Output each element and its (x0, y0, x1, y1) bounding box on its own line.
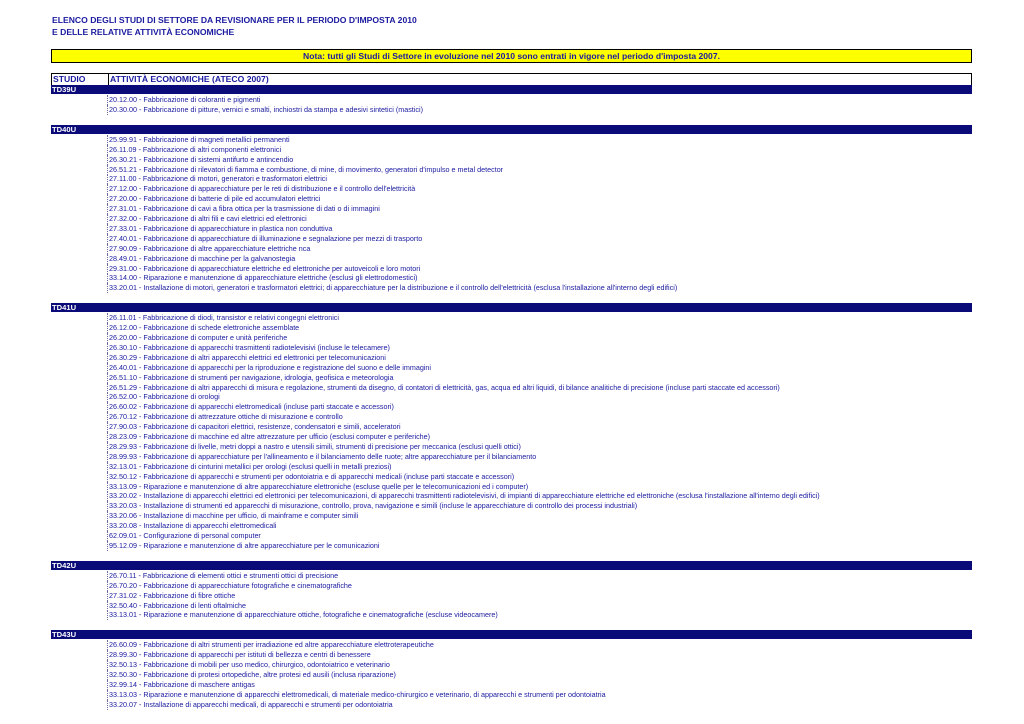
activity-row: 32.50.12 - Fabbricazione di apparecchi e strumenti per odontoiatria e di apparecchi medicali (incluse parti staccate e accessori) (109, 471, 515, 481)
activity-row: 28.49.01 - Fabbricazione di macchine per la galvanostegia (109, 253, 296, 263)
activity-row: 33.20.02 - Installazione di apparecchi elettrici ed elettronici per telecomunicazioni, di apparecchi trasmittenti radiotelevisivi, di impianti di apparecchiature elettriche ed elettroniche (esclusa l'installazione all'interno degli edifici) (109, 491, 820, 501)
activity-row: 27.11.00 - Fabbricazione di motori, generatori e trasformatori elettrici (109, 174, 327, 184)
study-code: TD42U (52, 560, 77, 570)
activity-row: 33.14.00 - Riparazione e manutenzione di apparecchiature elettriche (esclusi gli elettrodomestici) (109, 273, 418, 283)
activity-row: 27.33.01 - Fabbricazione di apparecchiature in plastica non conduttiva (109, 223, 333, 233)
activity-row: 33.20.06 - Installazione di macchine per ufficio, di mainframe e computer simili (109, 511, 359, 521)
activity-row: 32.50.13 - Fabbricazione di mobili per uso medico, chirurgico, odontoiatrico e veterinario (109, 660, 390, 670)
activity-row: 95.12.09 - Riparazione e manutenzione di altre apparecchiature per le comunicazioni (109, 540, 380, 550)
activity-row: 26.12.00 - Fabbricazione di schede elettroniche assemblate (109, 323, 300, 333)
study-code-band (51, 303, 972, 312)
activity-row: 33.20.08 - Installazione di apparecchi elettromedicali (109, 521, 277, 531)
activity-row: 26.11.01 - Fabbricazione di diodi, transistor e relativi congegni elettronici (109, 313, 339, 323)
activity-row: 33.20.07 - Installazione di apparecchi medicali, di apparecchi e strumenti per odontoiatria (109, 699, 393, 709)
activity-row: 26.20.00 - Fabbricazione di computer e unità periferiche (109, 333, 288, 342)
document-title-line2: E DELLE RELATIVE ATTIVITÀ ECONOMICHE (52, 27, 235, 37)
activity-row: 26.30.21 - Fabbricazione di sistemi antifurto e antincendio (109, 154, 294, 164)
activity-row: 33.13.01 - Riparazione e manutenzione di apparecchiature ottiche, fotografiche e cinematografiche (escluse videocamere) (109, 610, 498, 620)
activity-row: 26.30.29 - Fabbricazione di altri apparecchi elettrici ed elettronici per telecomunicazioni (109, 352, 386, 362)
document-title-line1: ELENCO DEGLI STUDI DI SETTORE DA REVISIONARE PER IL PERIODO D'IMPOSTA 2010 (52, 15, 417, 25)
activity-row: 32.50.30 - Fabbricazione di protesi ortopediche, altre protesi ed ausili (inclusa riparazione) (109, 670, 396, 679)
activity-row: 20.30.00 - Fabbricazione di pitture, vernici e smalti, inchiostri da stampa e adesivi sintetici (mastici) (109, 104, 423, 114)
activity-row: 25.99.91 - Fabbricazione di magneti metallici permanenti (109, 134, 290, 144)
study-code-band (51, 125, 972, 134)
study-code-band (51, 561, 972, 570)
activity-row: 26.11.09 - Fabbricazione di altri componenti elettronici (109, 144, 282, 154)
activity-row: 33.13.03 - Riparazione e manutenzione di apparecchi elettromedicali, di materiale medico-chirurgico e veterinario, di apparecchi e strumenti per odontoiatria (109, 689, 606, 699)
activity-row: 26.52.00 - Fabbricazione di orologi (109, 392, 220, 402)
activity-row: 27.20.00 - Fabbricazione di batterie di pile ed accumulatori elettrici (109, 194, 321, 204)
study-code: TD43U (52, 630, 77, 640)
activity-row: 20.12.00 - Fabbricazione di coloranti e pigmenti (109, 95, 261, 104)
note-banner: Nota: tutti gli Studi di Settore in evoluzione nel 2010 sono entrati in vigore nel periodo d'imposta 2007. (51, 49, 972, 63)
study-code: TD39U (52, 85, 77, 94)
study-code-band (51, 630, 972, 639)
activity-row: 26.30.10 - Fabbricazione di apparecchi trasmittenti radiotelevisivi (incluse le telecamere) (109, 342, 390, 352)
activity-row: 26.70.12 - Fabbricazione di attrezzature ottiche di misurazione e controllo (109, 412, 343, 422)
activity-row: 27.31.01 - Fabbricazione di cavi a fibra ottica per la trasmissione di dati o di immagini (109, 204, 380, 214)
activity-row: 26.51.10 - Fabbricazione di strumenti per navigazione, idrologia, geofisica e meteorologia (109, 372, 394, 382)
activity-row: 27.12.00 - Fabbricazione di apparecchiature per le reti di distribuzione e il controllo dell'elettricità (109, 184, 416, 194)
activity-row: 27.90.09 - Fabbricazione di altre apparecchiature elettriche nca (109, 243, 311, 253)
activity-row: 26.70.11 - Fabbricazione di elementi ottici e strumenti ottici di precisione (109, 570, 339, 580)
study-code: TD40U (52, 124, 77, 134)
activity-row: 33.20.03 - Installazione di strumenti ed apparecchi di misurazione, controllo, prova, navigazione e simili (incluse le apparecchiature di controllo dei processi industriali) (109, 501, 638, 511)
activity-row: 28.99.93 - Fabbricazione di apparecchiature per l'allineamento e il bilanciamento delle ruote; altre apparecchiature per il bilanciamento (109, 451, 537, 461)
column-header-attivita: ATTIVITÀ ECONOMICHE (ATECO 2007) (110, 74, 269, 84)
activity-row: 33.20.01 - Installazione di motori, generatori e trasformatori elettrici; di apparecchiature per la distribuzione e il controllo dell'elettricità (esclusa l'installazione all'interno degli edifici) (109, 283, 678, 293)
activity-row: 62.09.01 - Configurazione di personal computer (109, 531, 261, 540)
activity-row: 32.99.14 - Fabbricazione di maschere antigas (109, 679, 255, 689)
activity-row: 32.50.40 - Fabbricazione di lenti oftalmiche (109, 600, 247, 610)
study-code: TD41U (52, 303, 77, 313)
activity-row: 33.13.09 - Riparazione e manutenzione di altre apparecchiature elettroniche (escluse quelle per le telecomunicazioni ed i computer) (109, 481, 529, 491)
activity-row: 26.70.20 - Fabbricazione di apparecchiature fotografiche e cinematografiche (109, 580, 352, 590)
activity-row: 26.40.01 - Fabbricazione di apparecchi per la riproduzione e registrazione del suono e delle immagini (109, 362, 432, 372)
activity-row: 27.31.02 - Fabbricazione di fibre ottiche (109, 590, 236, 600)
activity-row: 26.51.29 - Fabbricazione di altri apparecchi di misura e regolazione, strumenti da disegno, di contatori di elettricità, gas, acqua ed altri liquidi, di bilance analitiche di precisione (incluse parti staccate ed accessori) (109, 382, 780, 392)
activity-row: 28.29.93 - Fabbricazione di livelle, metri doppi a nastro e utensili simili, strumenti di precisione per meccanica (esclusi quelli ottici) (109, 441, 521, 451)
activity-row: 26.60.09 - Fabbricazione di altri strumenti per irradiazione ed altre apparecchiature elettroterapeutiche (109, 640, 434, 650)
activity-row: 28.23.09 - Fabbricazione di macchine ed altre attrezzature per ufficio (esclusi computer e periferiche) (109, 432, 431, 441)
study-code-band (51, 85, 972, 94)
activity-row: 27.32.00 - Fabbricazione di altri fili e cavi elettrici ed elettronici (109, 214, 307, 223)
activity-row: 27.40.01 - Fabbricazione di apparecchiature di illuminazione e segnalazione per mezzi di trasporto (109, 233, 423, 243)
activity-row: 29.31.00 - Fabbricazione di apparecchiature elettriche ed elettroniche per autoveicoli e loro motori (109, 263, 421, 273)
activity-row: 27.90.03 - Fabbricazione di capacitori elettrici, resistenze, condensatori e simili, acceleratori (109, 422, 401, 432)
column-header-studio: STUDIO (53, 74, 86, 84)
activity-row: 32.13.01 - Fabbricazione di cinturini metallici per orologi (esclusi quelli in metalli preziosi) (109, 461, 392, 471)
activity-row: 28.99.30 - Fabbricazione di apparecchi per istituti di bellezza e centri di benessere (109, 650, 371, 660)
activity-row: 26.60.02 - Fabbricazione di apparecchi elettromedicali (incluse parti staccate e accessori) (109, 402, 394, 412)
activity-row: 26.51.21 - Fabbricazione di rilevatori di fiamma e combustione, di mine, di movimento, generatori d'impulso e metal detector (109, 164, 504, 174)
